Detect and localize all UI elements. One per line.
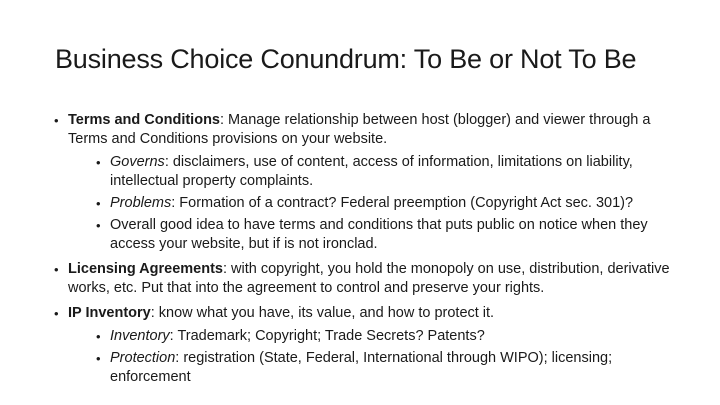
bullet-marker: • [54,262,59,277]
sub-bullet-heading: Problems [110,195,172,211]
bullet-text: : know what you have, its value, and how to protect it. [150,305,495,321]
slide-title: Business Choice Conundrum: To Be or Not To Be [55,44,637,74]
bullet-heading: IP Inventory [68,305,151,321]
sub-bullet-heading: Inventory [110,328,170,344]
bullet-marker: • [96,351,101,366]
sub-bullet-overall [96,216,674,254]
bullet-heading: Terms and Conditions [68,112,220,128]
bullet-marker: • [96,155,101,170]
sub-bullet-text: Overall good idea to have terms and conditions that puts public on notice when they access your website, but if is not ironclad. [110,217,648,252]
sub-bullet-protection [96,349,674,387]
sub-bullet-text: : Trademark; Copyright; Trade Secrets? Patents? [169,328,485,344]
sub-bullet-inventory [96,327,674,346]
bullet-marker: • [96,218,101,233]
bullet-terms-and-conditions [54,111,674,254]
bullet-ip-inventory [54,304,674,387]
sub-bullet-text: : disclaimers, use of content, access of information, limitations on liability, intellectual property complaints. [110,154,633,189]
sub-bullet-governs [96,153,674,191]
bullet-marker: • [96,329,101,344]
slide-content [54,111,674,393]
bullet-marker: • [54,113,59,128]
sub-bullet-problems [96,194,674,213]
bullet-text: : with copyright, you hold the monopoly on use, distribution, derivative works, etc. Put that into the agreement to control and preserve your rights. [68,261,670,296]
bullet-heading: Licensing Agreements [68,261,223,277]
sub-bullet-text: : Formation of a contract? Federal preemption (Copyright Act sec. 301)? [171,195,634,211]
sub-bullet-text: : registration (State, Federal, International through WIPO); licensing; enforcement [110,350,613,385]
bullet-marker: • [54,306,59,321]
sub-bullet-heading: Governs [110,154,165,170]
bullet-licensing-agreements [54,260,674,298]
bullet-marker: • [96,196,101,211]
sub-bullet-heading: Protection [110,350,176,366]
bullet-text: : Manage relationship between host (blogger) and viewer through a Terms and Conditions provisions on your website. [68,112,651,147]
